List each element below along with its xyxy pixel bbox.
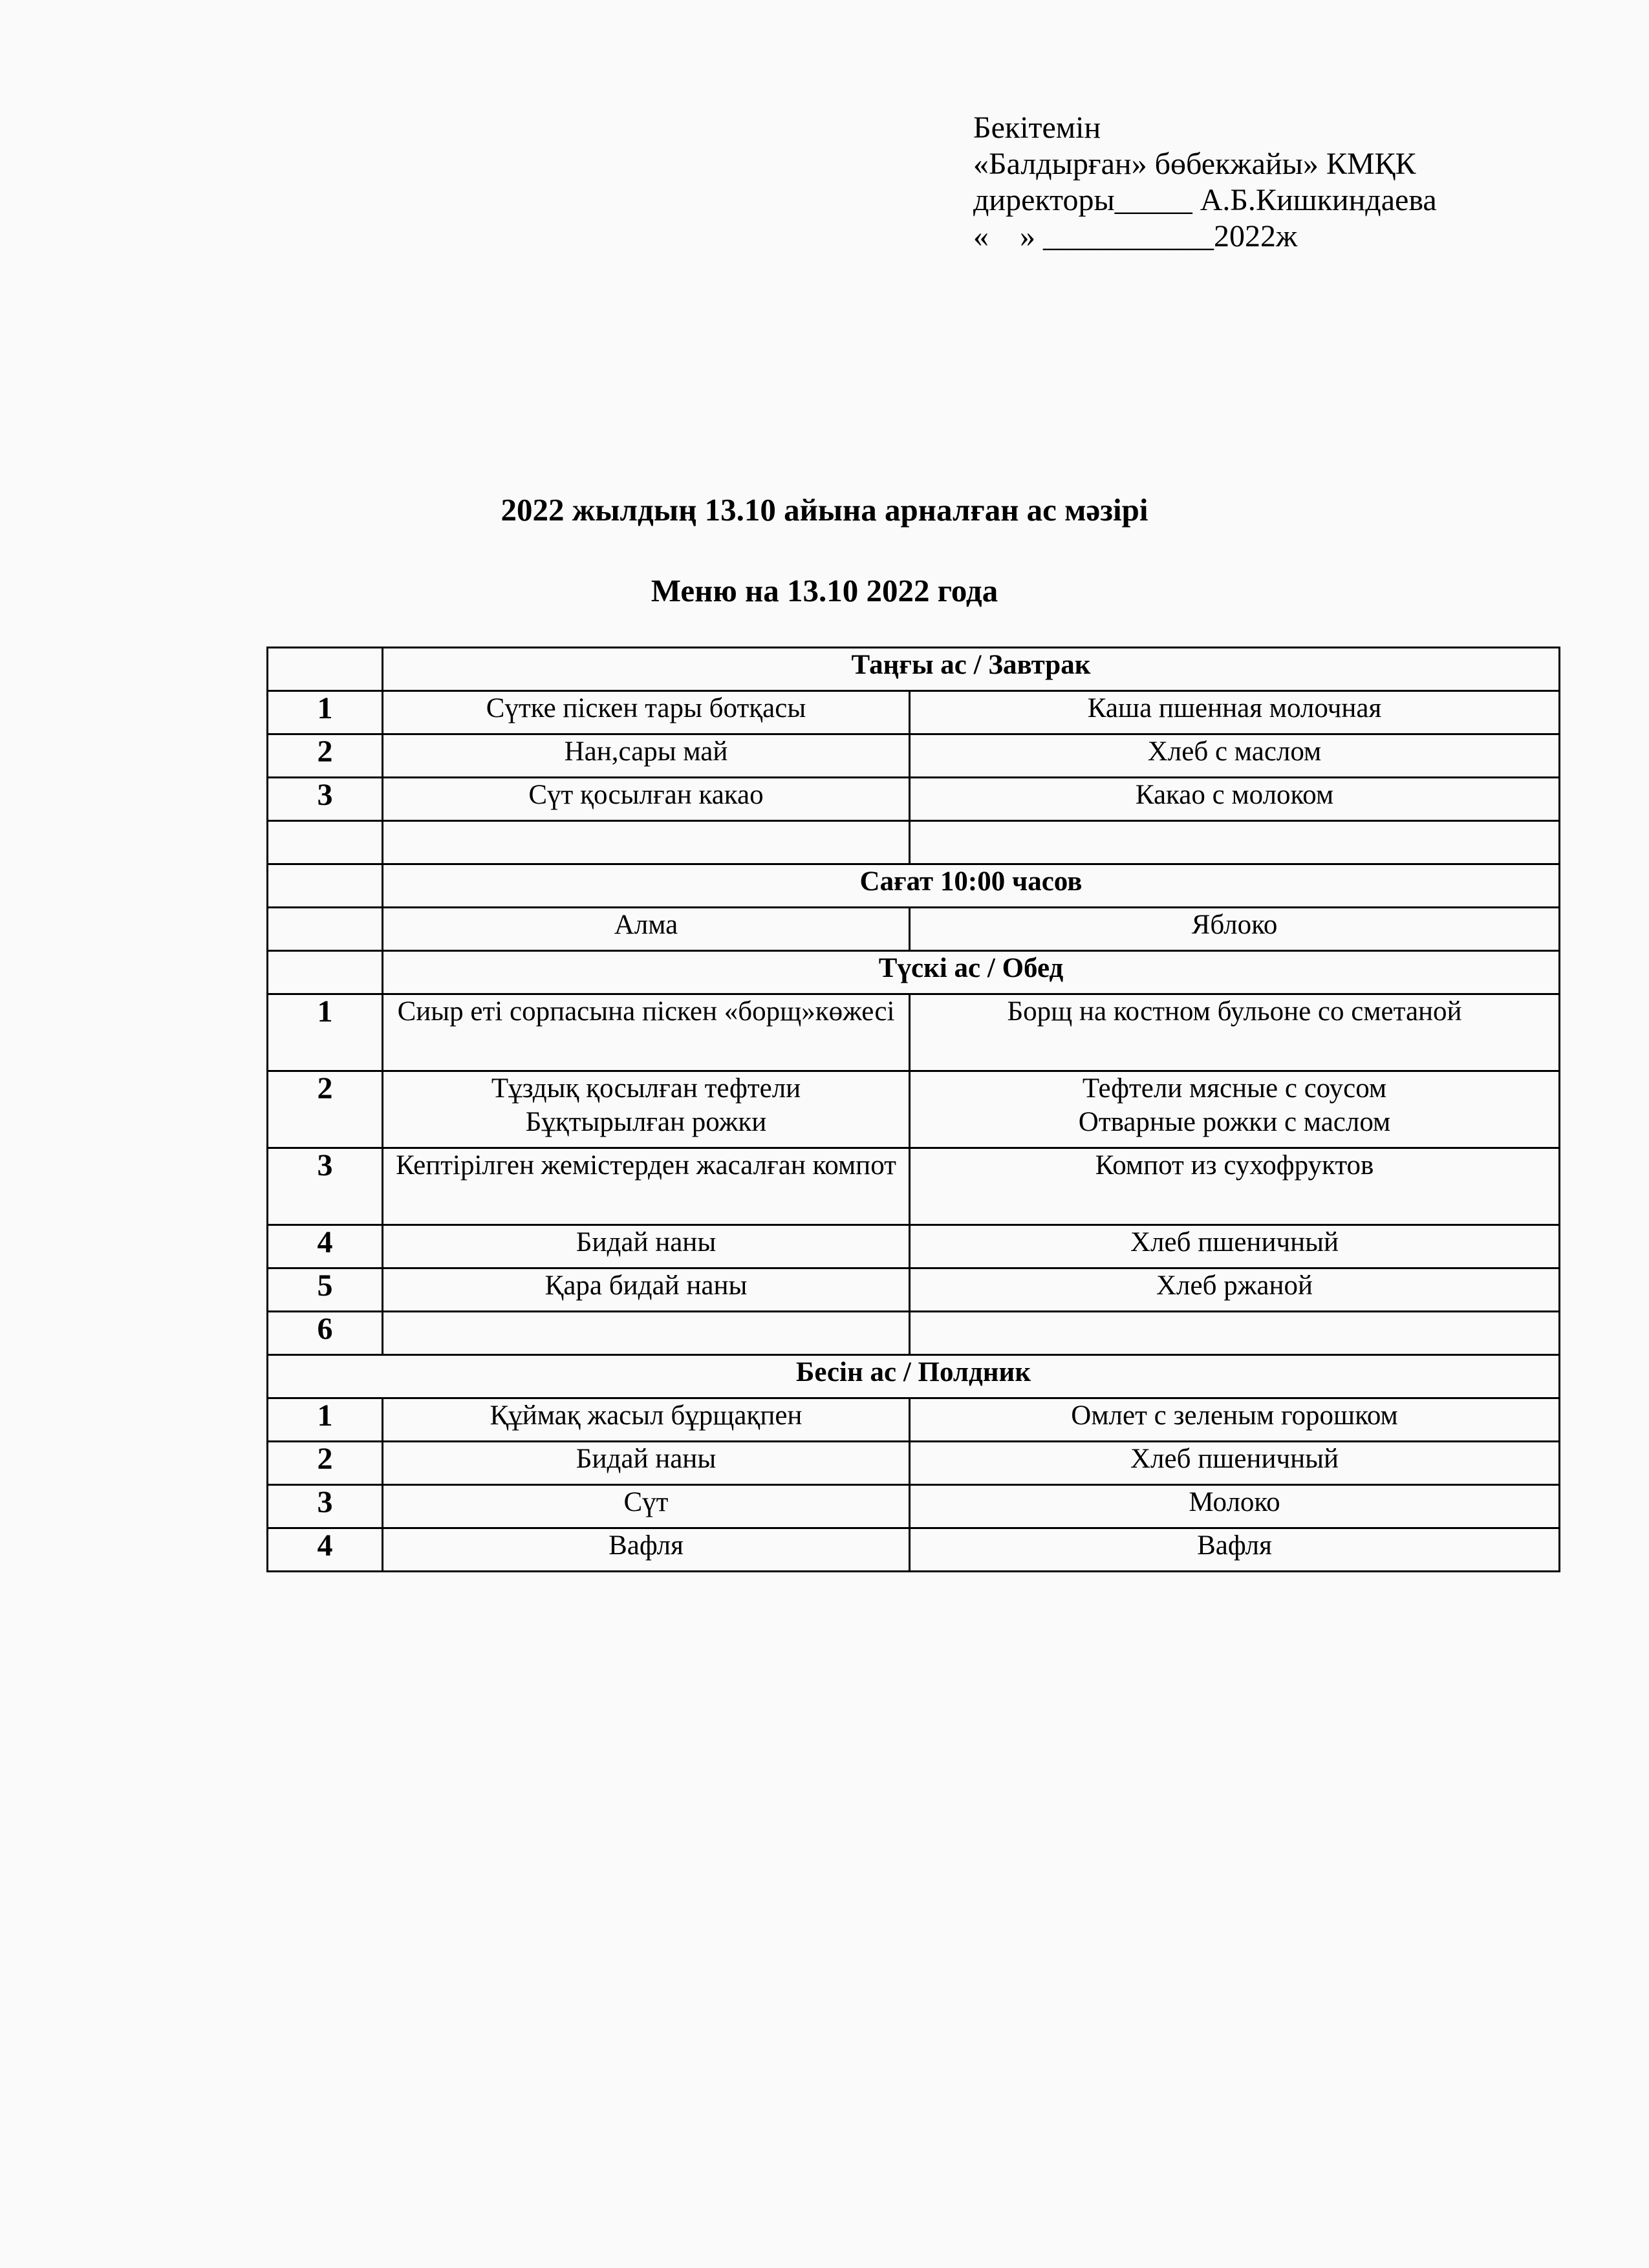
dish-ru: Борщ на костном бульоне со сметаной [910, 994, 1560, 1071]
row-number: 2 [268, 734, 383, 778]
section-heading-snack: Сағат 10:00 часов [383, 864, 1560, 908]
dish-ru: Тефтели мясные с соусом Отварные рожки с маслом [910, 1071, 1560, 1148]
dish-kz: Құймақ жасыл бұрщақпен [383, 1398, 910, 1442]
approval-line: Бекітемін [973, 111, 1101, 145]
table-row [268, 1071, 1560, 1148]
menu-title-kz: 2022 жылдың 13.10 айына арналған ас мәзірі [501, 492, 1148, 528]
dish-ru: Каша пшенная молочная [910, 691, 1560, 734]
row-number: 3 [268, 1148, 383, 1225]
section-row [268, 648, 1560, 691]
dish-ru: Яблоко [910, 908, 1560, 951]
table-row [268, 908, 1560, 951]
dish-ru [910, 1312, 1560, 1355]
row-number: 4 [268, 1528, 383, 1572]
dish-ru [910, 821, 1560, 864]
row-number: 1 [268, 1398, 383, 1442]
dish-kz: Сүт [383, 1485, 910, 1528]
table-row [268, 1268, 1560, 1312]
row-number [268, 821, 383, 864]
table-row [268, 1485, 1560, 1528]
dish-kz: Бидай наны [383, 1442, 910, 1485]
dish-ru: Какао с молоком [910, 778, 1560, 821]
row-number: 2 [268, 1442, 383, 1485]
row-number: 1 [268, 691, 383, 734]
dish-kz: Сүт қосылған какао [383, 778, 910, 821]
section-row [268, 864, 1560, 908]
table-row [268, 1528, 1560, 1572]
row-number: 5 [268, 1268, 383, 1312]
dish-ru: Компот из сухофруктов [910, 1148, 1560, 1225]
row-number: 1 [268, 994, 383, 1071]
section-row [268, 951, 1560, 994]
row-number: 3 [268, 1485, 383, 1528]
dish-ru: Омлет с зеленым горошком [910, 1398, 1560, 1442]
row-number: 4 [268, 1225, 383, 1268]
dish-kz: Тұздық қосылған тефтели Бұқтырылған рожки [383, 1071, 910, 1148]
approval-line: «Балдырған» бөбекжайы» КМҚК [973, 147, 1416, 181]
table-row [268, 1148, 1560, 1225]
dish-ru: Молоко [910, 1485, 1560, 1528]
table-row [268, 1312, 1560, 1355]
dish-kz: Бидай наны [383, 1225, 910, 1268]
dish-kz: Қара бидай наны [383, 1268, 910, 1312]
dish-ru: Хлеб пшеничный [910, 1225, 1560, 1268]
dish-ru: Хлеб пшеничный [910, 1442, 1560, 1485]
table-row [268, 1442, 1560, 1485]
table-row [268, 691, 1560, 734]
dish-ru: Вафля [910, 1528, 1560, 1572]
table-row [268, 778, 1560, 821]
dish-kz: Вафля [383, 1528, 910, 1572]
section-heading-afternoon: Бесін ас / Полдник [268, 1355, 1560, 1398]
dish-ru: Хлеб с маслом [910, 734, 1560, 778]
menu-title-ru: Меню на 13.10 2022 года [651, 573, 998, 608]
table-row [268, 734, 1560, 778]
section-heading-lunch: Түскі ас / Обед [383, 951, 1560, 994]
menu-table [266, 647, 1560, 1572]
approval-line: « » ___________2022ж [973, 219, 1298, 253]
section-heading-breakfast: Таңғы ас / Завтрак [383, 648, 1560, 691]
table-row [268, 1225, 1560, 1268]
approval-block [973, 110, 1437, 255]
dish-kz: Алма [383, 908, 910, 951]
dish-kz [383, 1312, 910, 1355]
row-number: 6 [268, 1312, 383, 1355]
table-row [268, 821, 1560, 864]
table-row [268, 1398, 1560, 1442]
section-row [268, 1355, 1560, 1398]
dish-kz: Сүтке піскен тары ботқасы [383, 691, 910, 734]
dish-kz [383, 821, 910, 864]
dish-kz: Кептірілген жемістерден жасалған компот [383, 1148, 910, 1225]
approval-line: директоры_____ А.Б.Кишкиндаева [973, 183, 1437, 217]
table-row [268, 994, 1560, 1071]
dish-kz: Сиыр еті сорпасына піскен «борщ»көжесі [383, 994, 910, 1071]
dish-ru: Хлеб ржаной [910, 1268, 1560, 1312]
row-number: 3 [268, 778, 383, 821]
dish-kz: Нан,сары май [383, 734, 910, 778]
row-number: 2 [268, 1071, 383, 1148]
